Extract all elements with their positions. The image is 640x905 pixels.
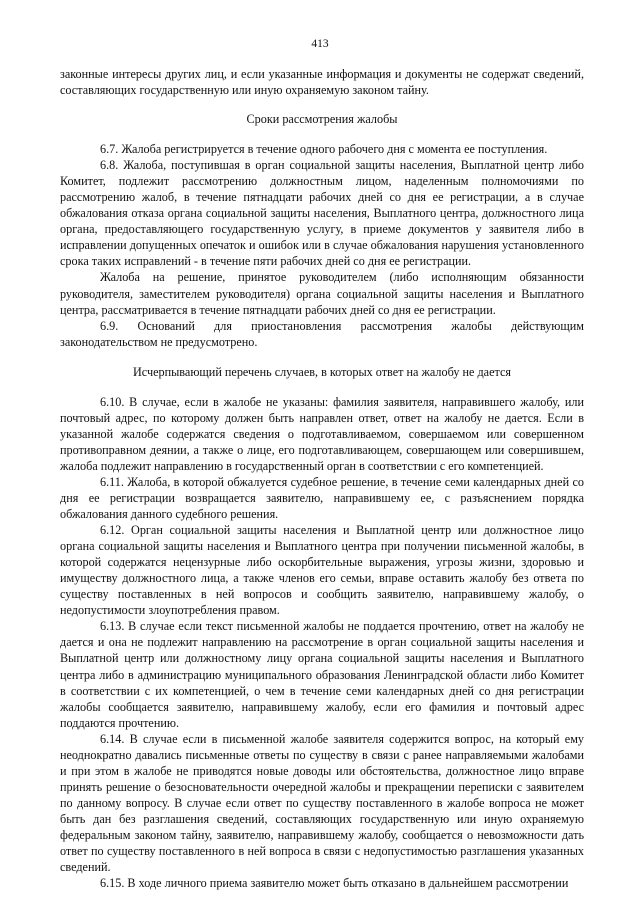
document-body <box>60 66 584 891</box>
section-heading-no-answer: Исчерпывающий перечень случаев, в которых ответ на жалобу не дается <box>133 364 511 379</box>
paragraph-decision-complaint: Жалоба на решение, принятое руководителем (либо исполняющим обязанности руководителя, заместителем руководителя) органа социальной защиты населения и Выплатного центра, рассматривается в течение пятнадцати рабочих дней со дня ее регистрации. <box>60 270 584 317</box>
paragraph-6-15: 6.15. В ходе личного приема заявителю может быть отказано в дальнейшем рассмотрении <box>100 876 569 891</box>
paragraph-6-14: 6.14. В случае если в письменной жалобе заявителя содержится вопрос, на который ему неоднократно давались письменные ответы по существу в связи с ранее направляемыми жалобами и при этом в жалобе не приводятся новые доводы или обстоятельства, должностное лицо вправе принять решение о безосновательности очередной жалобы и прекращении переписки с заявителем по данному вопросу. В случае если ответ по существу поставленного в жалобе вопроса не может быть дан без разглашения сведений, составляющих государственную или иную охраняемую федеральным законом тайну, заявителю, направившему жалобу, сообщается о невозможности дать ответ по существу поставленного в ней вопроса в связи с недопустимостью разглашения указанных сведений. <box>60 731 584 875</box>
paragraph-6-10: 6.10. В случае, если в жалобе не указаны: фамилия заявителя, направившего жалобу, или почтовый адрес, по которому должен быть направлен ответ, ответ на жалобу не дается. Если в указанной жалобе содержатся сведения о подготавливаемом, совершаемом или совершенном противоправном деянии, а также о лице, его подготавливающем, совершающем или совершившем, жалоба подлежит направлению в государственный орган в соответствии с его компетенцией. <box>60 394 584 473</box>
paragraph-intro: законные интересы других лиц, и если указанные информация и документы не содержат сведений, составляющих государственную или иную охраняемую законом тайну. <box>60 67 584 98</box>
paragraph-6-9: 6.9. Оснований для приостановления рассмотрения жалобы действующим законодательством не предусмотрено. <box>60 318 584 349</box>
page-number: 413 <box>311 38 329 50</box>
section-heading-terms: Сроки рассмотрения жалобы <box>246 112 398 127</box>
paragraph-6-11: 6.11. Жалоба, в которой обжалуется судебное решение, в течение семи календарных дней со дня ее регистрации возвращается заявителю, направившему ее, с разъяснением порядка обжалования данного судебного решения. <box>60 474 584 522</box>
paragraph-6-12: 6.12. Орган социальной защиты населения и Выплатной центр или должностное лицо органа социальной защиты населения и Выплатного центра при получении письменной жалобы, в которой содержатся нецензурные либо оскорбительные выражения, угрозы жизни, здоровью и имуществу должностного лица, а также членов его семьи, вправе оставить жалобу без ответа по существу поставленных в ней вопросов и сообщить заявителю, направившему жалобу, о недопустимости злоупотребления правом. <box>60 523 584 618</box>
paragraph-6-8: 6.8. Жалоба, поступившая в орган социальной защиты населения, Выплатной центр либо Комитет, подлежит рассмотрению должностным лицом, наделенным полномочиями по рассмотрению жалоб, в течение пятнадцати рабочих дней со дня ее регистрации, а в случае обжалования отказа органа социальной защиты населения, Выплатного центра, должностного лица органа, предоставляющего государственную услугу, в приеме документов у заявителя либо в исправлении допущенных опечаток и ошибок или в случае обжалования нарушения установленного срока таких исправлений - в течение пяти рабочих дней со дня ее регистрации. <box>60 158 584 269</box>
paragraph-6-7: 6.7. Жалоба регистрируется в течение одного рабочего дня с момента ее поступления. <box>100 142 548 157</box>
paragraph-6-13: 6.13. В случае если текст письменной жалобы не поддается прочтению, ответ на жалобу не дается и она не подлежит направлению на рассмотрение в орган социальной защиты населения и Выплатной центр или должностному лицу органа социальной защиты населения и Выплатного центра либо в администрацию муниципального образования Ленинградской области либо Комитет в соответствии с их компетенцией, о чем в течение семи календарных дней со дня регистрации жалобы сообщается заявителю, направившему жалобу, если его фамилия и почтовый адрес поддаются прочтению. <box>60 619 584 730</box>
